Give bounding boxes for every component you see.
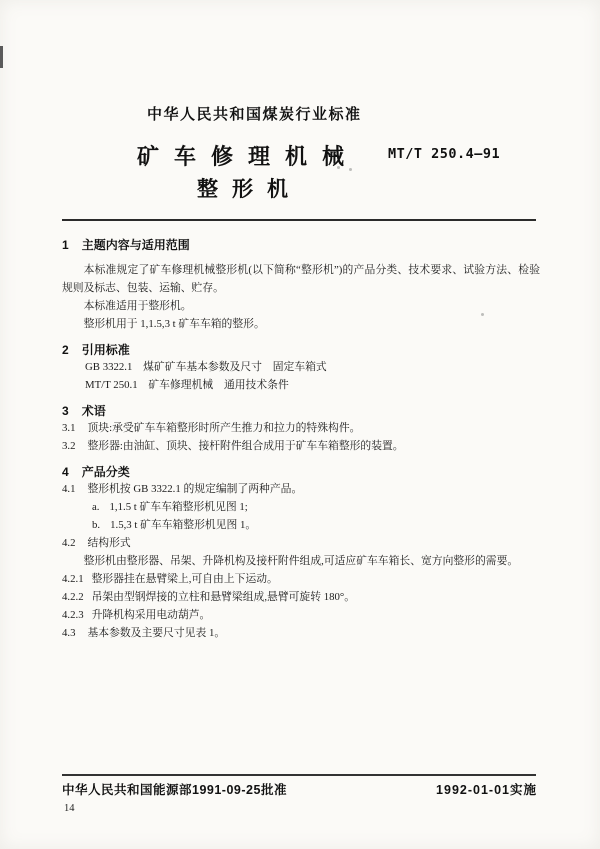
term-3-2 xyxy=(62,437,540,455)
approval-notice: 中华人民共和国能源部1991-09-25批准 xyxy=(62,783,287,797)
clause-text: 结构形式 xyxy=(87,537,131,549)
clause-text: 吊架由型钢焊接的立柱和悬臂梁组成,悬臂可旋转 180°。 xyxy=(91,591,356,603)
clause-4-1 xyxy=(62,480,540,498)
document-body xyxy=(62,232,540,642)
section-3-heading xyxy=(62,404,540,419)
scope-paragraph: 本标准规定了矿车修理机械整形机(以下简称“整形机”)的产品分类、技术要求、试验方法、检验规则及标志、包装、运输、贮存。 xyxy=(62,264,540,294)
clause-4-2-1 xyxy=(62,570,540,588)
document-title-line1: 矿车修理机械 xyxy=(137,144,360,169)
clause-4-2 xyxy=(62,534,540,552)
list-item-b xyxy=(62,516,540,534)
clause-number: 4.2.1 xyxy=(62,573,84,585)
section-title: 产品分类 xyxy=(81,465,130,479)
clause-4-2-3 xyxy=(62,606,540,624)
section-number: 1 xyxy=(62,238,69,252)
clause-text: 升降机构采用电动葫芦。 xyxy=(91,609,211,621)
scan-edge-artifact xyxy=(0,46,3,68)
reference-gb-3322-1: GB 3322.1 煤矿矿车基本参数及尺寸 固定车箱式 xyxy=(85,361,327,373)
standard-number: MT/T 250.4—91 xyxy=(388,146,501,162)
section-number: 2 xyxy=(62,343,69,357)
section-title: 术语 xyxy=(81,404,106,418)
standard-type-heading: 中华人民共和国煤炭行业标准 xyxy=(147,106,362,123)
document-title-line2: 整形机 xyxy=(197,178,302,201)
list-item-text: 1,1.5 t 矿车车箱整形机见图 1; xyxy=(109,501,248,513)
term-text: 整形器:由油缸、顶块、接杆附件组合成用于矿车车箱整形的装置。 xyxy=(87,440,404,452)
footer-rule xyxy=(62,774,536,776)
section-title: 引用标准 xyxy=(81,343,130,357)
term-3-1 xyxy=(62,419,540,437)
section-1-heading xyxy=(62,238,540,253)
clause-4-2-2 xyxy=(62,588,540,606)
header-rule xyxy=(62,219,536,221)
clause-number: 4.3 xyxy=(62,627,76,639)
implementation-date: 1992-01-01实施 xyxy=(436,783,537,797)
section-2-heading xyxy=(62,343,540,358)
clause-text: 整形器挂在悬臂梁上,可自由上下运动。 xyxy=(91,573,278,585)
clause-number: 4.2 xyxy=(62,537,76,549)
clause-text: 整形机按 GB 3322.1 的规定编制了两种产品。 xyxy=(87,483,303,495)
clause-4-3 xyxy=(62,624,540,642)
term-text: 顶块:承受矿车车箱整形时所产生推力和拉力的特殊构件。 xyxy=(87,422,361,434)
clause-text: 基本参数及主要尺寸见表 1。 xyxy=(87,627,226,639)
list-item-a xyxy=(62,498,540,516)
reference-mt-t-250-1: MT/T 250.1 矿车修理机械 通用技术条件 xyxy=(85,379,289,391)
section-title: 主题内容与适用范围 xyxy=(81,238,190,252)
clause-number: 3.1 xyxy=(62,422,76,434)
clause-number: 4.2.2 xyxy=(62,591,84,603)
usage-paragraph: 整形机用于 1,1.5,3 t 矿车车箱的整形。 xyxy=(83,318,265,330)
clause-number: 4.1 xyxy=(62,483,76,495)
section-number: 3 xyxy=(62,404,69,418)
list-marker: a. xyxy=(92,501,100,513)
clause-number: 3.2 xyxy=(62,440,76,452)
list-marker: b. xyxy=(92,519,101,531)
applicability-paragraph: 本标准适用于整形机。 xyxy=(83,300,192,312)
clause-4-2-paragraph: 整形机由整形器、吊架、升降机构及接杆附件组成,可适应矿车车箱长、宽方向整形的需要。 xyxy=(83,555,519,567)
list-item-text: 1.5,3 t 矿车车箱整形机见图 1。 xyxy=(110,519,257,531)
section-4-heading xyxy=(62,465,540,480)
page-number: 14 xyxy=(64,803,75,814)
section-number: 4 xyxy=(62,465,69,479)
clause-number: 4.2.3 xyxy=(62,609,84,621)
